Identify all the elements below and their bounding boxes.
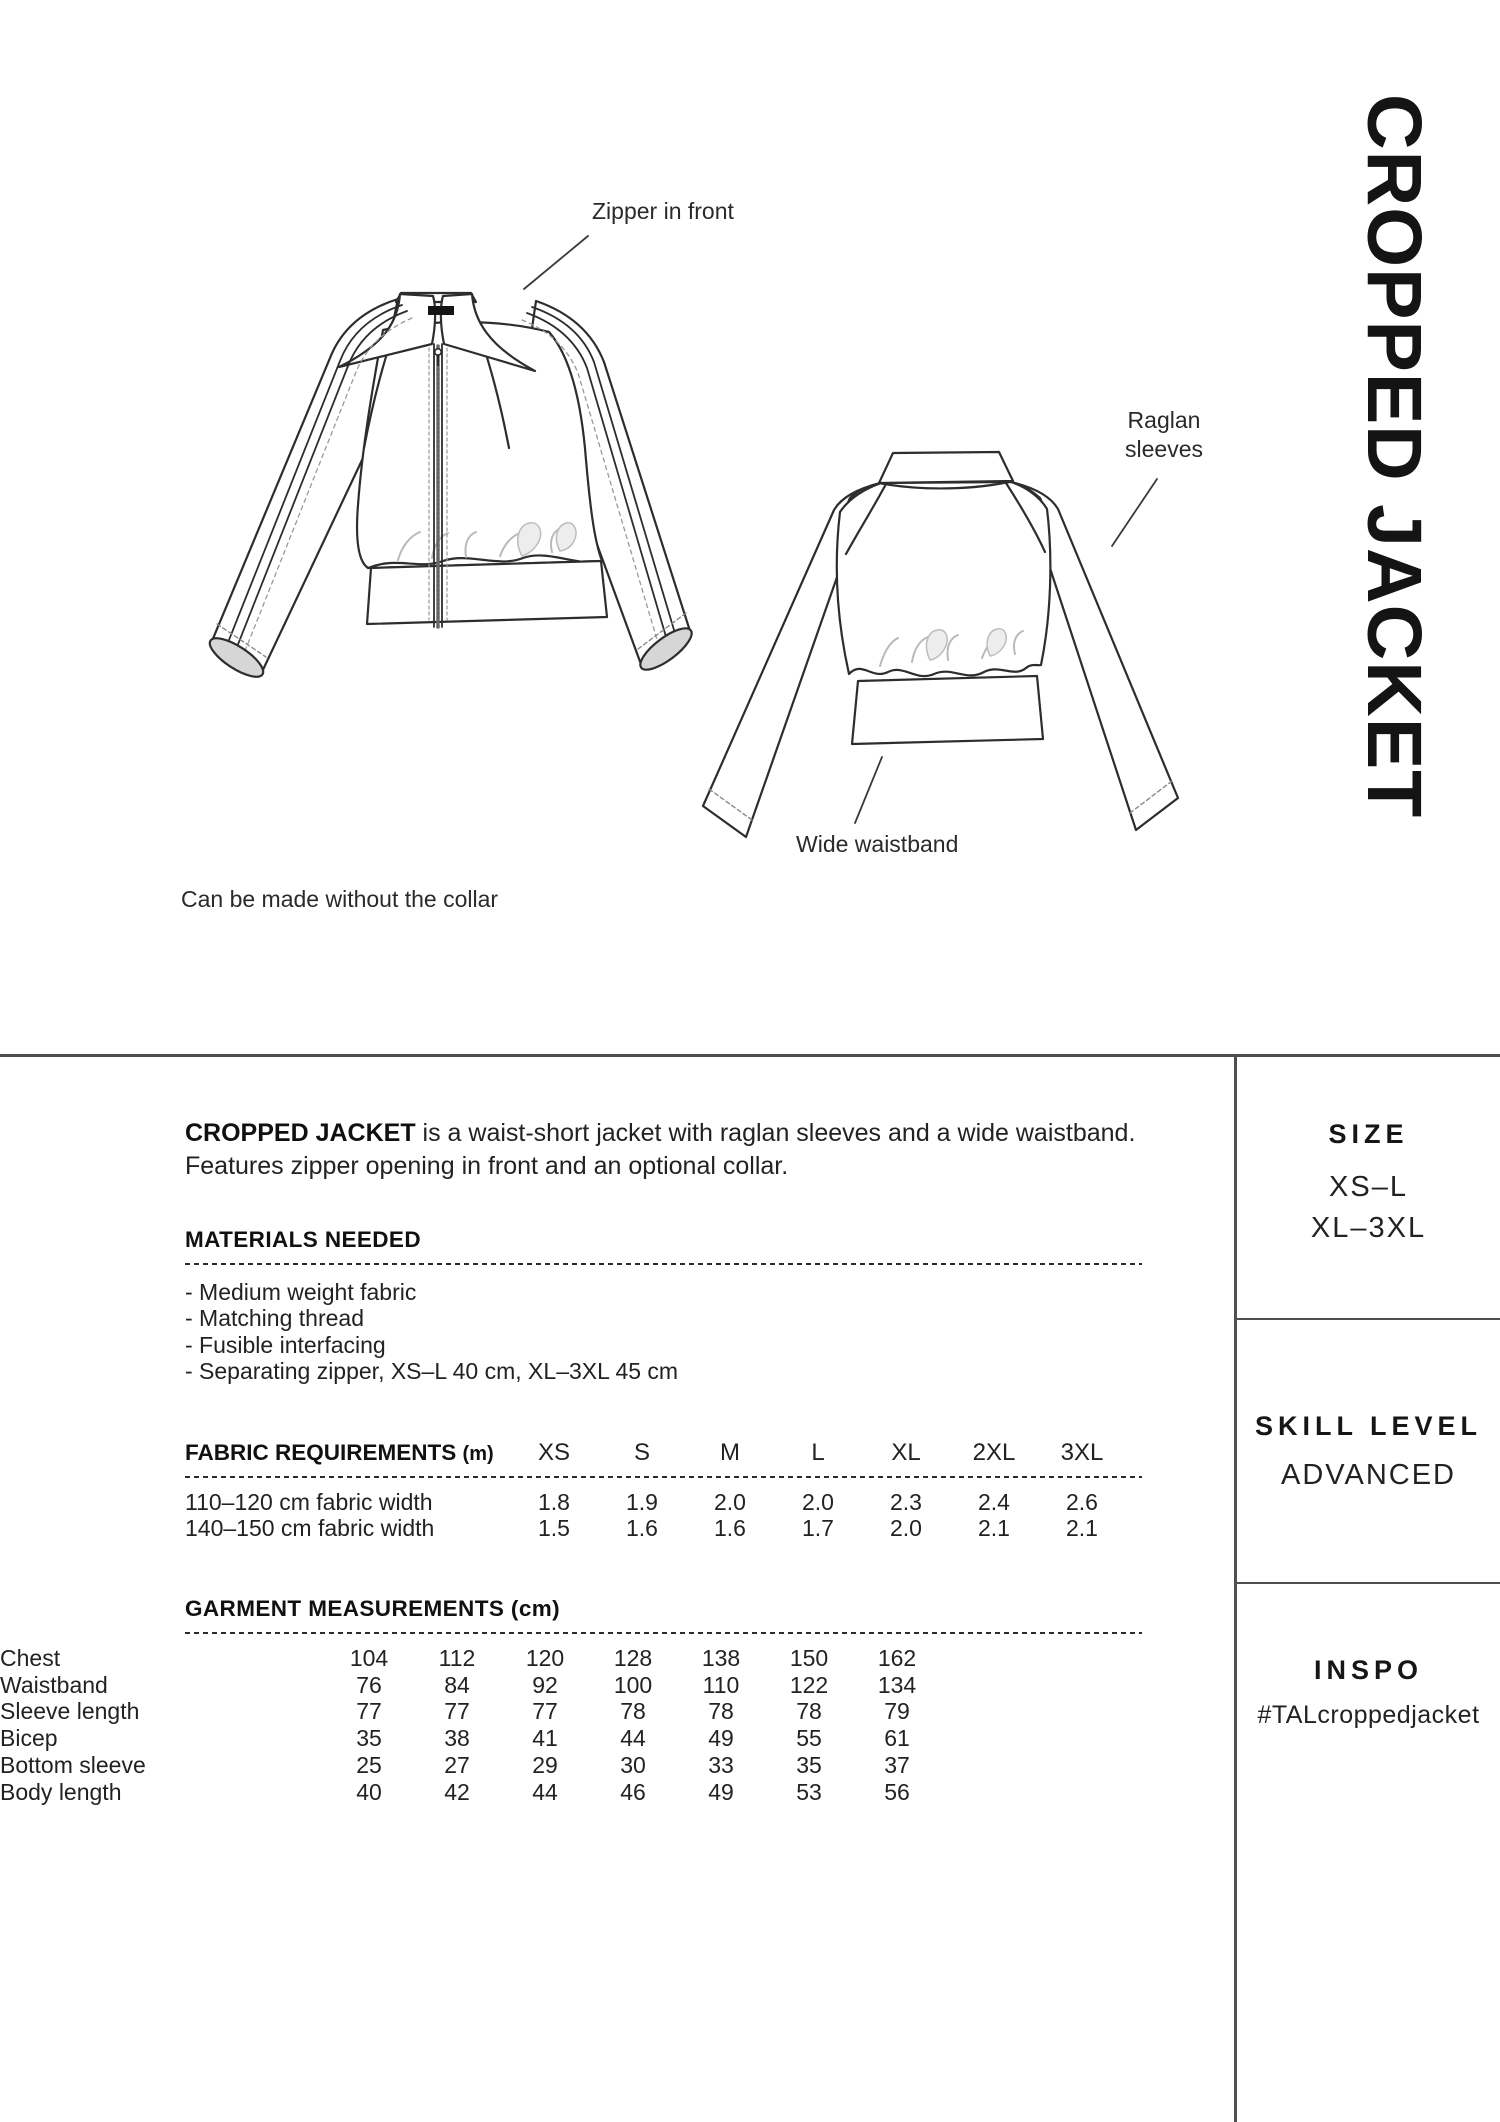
measurement-value: 56 xyxy=(884,1778,910,1805)
jacket-back-view xyxy=(703,452,1178,837)
measurement-value: 78 xyxy=(620,1698,646,1725)
fabric-row-label: 110–120 cm fabric width xyxy=(185,1489,433,1515)
measurement-value: 61 xyxy=(884,1725,910,1752)
measurement-value: 78 xyxy=(708,1698,734,1725)
measurement-value: 37 xyxy=(884,1751,910,1778)
measurement-value: 53 xyxy=(796,1778,822,1805)
measurement-label: Sleeve length xyxy=(0,1698,140,1725)
measurement-label: Chest xyxy=(0,1645,61,1671)
garment-measurements-heading xyxy=(185,1596,560,1622)
description-bold-lead: CROPPED JACKET xyxy=(185,1119,416,1147)
measurement-value: 38 xyxy=(444,1725,470,1752)
measurement-value: 49 xyxy=(708,1725,734,1752)
fabric-requirements-row xyxy=(185,1489,1126,1515)
fabric-value: 1.6 xyxy=(714,1515,746,1541)
measurement-value: 138 xyxy=(701,1645,741,1671)
measurement-value: 122 xyxy=(789,1671,829,1698)
description-line1 xyxy=(185,1117,1165,1150)
fabric-requirements-dashed-divider xyxy=(185,1476,1142,1478)
collar-option-note: Can be made without the collar xyxy=(181,886,499,912)
materials-item: - Matching thread xyxy=(185,1305,364,1332)
page-title-vertical: CROPPED JACKET xyxy=(1351,94,1437,819)
measurement-row xyxy=(0,1779,941,1806)
fabric-value: 2.0 xyxy=(802,1489,834,1515)
fabric-requirements-header-row xyxy=(185,1437,1126,1469)
sidebar-inspo-hashtag: #TALcroppedjacket xyxy=(1257,1701,1480,1729)
materials-list xyxy=(185,1279,678,1385)
measurement-row xyxy=(0,1645,941,1672)
measurement-value: 25 xyxy=(356,1751,382,1778)
fabric-requirements-heading-text: FABRIC REQUIREMENTS xyxy=(185,1440,457,1465)
size-col-header: XL xyxy=(891,1439,921,1466)
measurement-label: Body length xyxy=(0,1778,122,1805)
fabric-value: 2.4 xyxy=(978,1489,1010,1515)
sidebar-size-range1: XS–L xyxy=(1329,1171,1408,1203)
horizontal-divider xyxy=(0,1054,1500,1057)
measurement-value: 104 xyxy=(349,1645,389,1671)
materials-item: - Separating zipper, XS–L 40 cm, XL–3XL 45 cm xyxy=(185,1358,679,1385)
annotation-raglan-line2: sleeves xyxy=(1125,436,1203,462)
measurement-value: 84 xyxy=(444,1671,470,1698)
measurement-value: 44 xyxy=(532,1778,558,1805)
size-col-header: M xyxy=(720,1439,740,1466)
measurement-value: 49 xyxy=(708,1778,734,1805)
fabric-value: 1.9 xyxy=(626,1489,658,1515)
measurement-row xyxy=(0,1672,941,1699)
measurement-value: 30 xyxy=(620,1751,646,1778)
garment-measurements-rows xyxy=(0,1645,941,1805)
annotation-raglan-sleeves xyxy=(1118,406,1210,464)
materials-item: - Fusible interfacing xyxy=(185,1331,386,1358)
fabric-value: 2.0 xyxy=(714,1489,746,1515)
fabric-value: 1.5 xyxy=(538,1515,570,1541)
measurement-value: 120 xyxy=(525,1645,565,1671)
measurement-value: 35 xyxy=(796,1751,822,1778)
measurement-label: Bottom sleeve xyxy=(0,1751,146,1778)
measurement-value: 41 xyxy=(532,1725,558,1752)
fabric-requirements-heading xyxy=(185,1440,510,1466)
fabric-value: 1.6 xyxy=(626,1515,658,1541)
measurement-value: 79 xyxy=(884,1698,910,1725)
measurement-row xyxy=(0,1725,941,1752)
measurement-label: Waistband xyxy=(0,1671,108,1698)
measurement-value: 33 xyxy=(708,1751,734,1778)
measurement-value: 35 xyxy=(356,1725,382,1752)
measurement-value: 77 xyxy=(356,1698,382,1725)
fabric-value: 1.8 xyxy=(538,1489,570,1515)
sidebar-skill-level: ADVANCED xyxy=(1281,1459,1456,1491)
fabric-value: 2.0 xyxy=(890,1515,922,1541)
measurement-value: 55 xyxy=(796,1725,822,1752)
measurement-value: 150 xyxy=(789,1645,829,1671)
sidebar-inspo-heading: INSPO xyxy=(1313,1655,1424,1685)
measurement-value: 78 xyxy=(796,1698,822,1725)
measurement-value: 40 xyxy=(356,1778,382,1805)
measurement-value: 128 xyxy=(613,1645,653,1671)
sidebar-size-range2: XL–3XL xyxy=(1310,1212,1427,1244)
sidebar-skill-heading: SKILL LEVEL xyxy=(1254,1411,1483,1441)
fabric-row-label: 140–150 cm fabric width xyxy=(185,1515,435,1541)
garment-measurements-unit: (cm) xyxy=(510,1596,561,1621)
size-col-header: 2XL xyxy=(972,1439,1016,1466)
jacket-description xyxy=(185,1117,1165,1183)
measurement-label: Bicep xyxy=(0,1725,58,1752)
measurement-value: 44 xyxy=(620,1725,646,1752)
measurement-value: 92 xyxy=(532,1671,558,1698)
measurement-value: 29 xyxy=(532,1751,558,1778)
measurement-value: 134 xyxy=(877,1671,917,1698)
measurement-row xyxy=(0,1752,941,1779)
measurement-value: 46 xyxy=(620,1778,646,1805)
measurement-value: 162 xyxy=(877,1645,917,1671)
description-line1-rest: is a waist-short jacket with raglan sleeves and a wide waistband. xyxy=(415,1119,1136,1147)
garment-measurements-heading-text: GARMENT MEASUREMENTS xyxy=(185,1596,505,1621)
fabric-value: 2.6 xyxy=(1066,1489,1098,1515)
fabric-value: 2.1 xyxy=(978,1515,1010,1541)
annotation-raglan-line1: Raglan xyxy=(1127,407,1201,433)
measurement-value: 110 xyxy=(702,1671,740,1698)
fabric-value: 2.1 xyxy=(1066,1515,1098,1541)
fabric-value: 1.7 xyxy=(802,1515,834,1541)
brand-tag xyxy=(428,306,454,315)
measurement-value: 42 xyxy=(444,1778,470,1805)
annotation-waistband: Wide waistband xyxy=(796,831,959,857)
measurement-value: 112 xyxy=(438,1645,476,1671)
fabric-requirements-unit: (m) xyxy=(462,1443,494,1465)
jacket-front-view xyxy=(205,293,698,684)
sidebar-divider-2 xyxy=(1237,1582,1500,1584)
sidebar-divider-1 xyxy=(1237,1318,1500,1320)
description-line2: Features zipper opening in front and an optional collar. xyxy=(185,1152,789,1180)
measurement-value: 76 xyxy=(356,1671,382,1698)
measurement-value: 27 xyxy=(444,1751,470,1778)
garment-measurements-dashed-divider xyxy=(185,1632,1142,1634)
measurement-value: 100 xyxy=(613,1671,653,1698)
size-col-header: 3XL xyxy=(1060,1439,1104,1466)
materials-item: - Medium weight fabric xyxy=(185,1279,417,1305)
measurement-row xyxy=(0,1698,941,1725)
annotation-zipper: Zipper in front xyxy=(592,198,734,224)
fabric-requirements-row xyxy=(185,1515,1126,1541)
materials-heading: MATERIALS NEEDED xyxy=(185,1227,421,1252)
sidebar-size-heading: SIZE xyxy=(1328,1119,1409,1149)
size-col-header: S xyxy=(633,1439,650,1466)
materials-dashed-divider xyxy=(185,1263,1142,1265)
measurement-value: 77 xyxy=(444,1698,470,1725)
size-col-header: XS xyxy=(537,1439,570,1466)
measurement-value: 77 xyxy=(532,1698,558,1725)
size-col-header: L xyxy=(811,1439,825,1466)
fabric-value: 2.3 xyxy=(890,1489,922,1515)
